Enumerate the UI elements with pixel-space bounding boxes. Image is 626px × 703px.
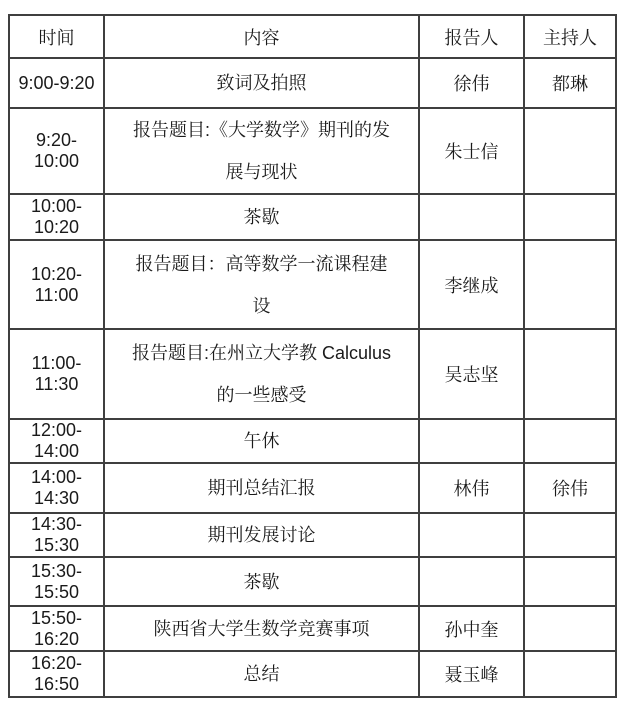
content-cell	[104, 651, 419, 697]
header-row	[9, 15, 616, 58]
content-line: 午休	[243, 431, 280, 451]
content-line: 报告题目:《大学数学》期刊的发	[133, 120, 390, 140]
host-cell	[524, 240, 616, 329]
table-row	[9, 513, 616, 557]
content-line: 设	[252, 295, 271, 316]
speaker-cell: 李继成	[419, 240, 524, 329]
table-row	[9, 194, 616, 240]
content-cell	[104, 513, 419, 557]
table-row	[9, 557, 616, 606]
content-line: 总结	[243, 664, 280, 684]
column-header-speaker: 报告人	[419, 15, 524, 58]
time-cell: 12:00-14:00	[9, 419, 104, 463]
column-header-time: 时间	[9, 15, 104, 58]
time-cell: 15:30-15:50	[9, 557, 104, 606]
host-cell	[524, 513, 616, 557]
table-row	[9, 463, 616, 513]
speaker-cell: 林伟	[419, 463, 524, 513]
content-line: 陕西省大学生数学竞赛事项	[153, 618, 370, 639]
speaker-cell: 朱士信	[419, 108, 524, 194]
content-cell	[104, 58, 419, 108]
time-cell: 9:00-9:20	[9, 58, 104, 108]
table-row	[9, 329, 616, 419]
content-line: 报告题目:在州立大学教 Calculus	[131, 343, 392, 363]
time-cell: 14:30-15:30	[9, 513, 104, 557]
time-cell: 15:50-16:20	[9, 606, 104, 651]
host-cell: 都琳	[524, 58, 616, 108]
content-line: 期刊发展讨论	[207, 525, 316, 545]
time-cell: 10:20-11:00	[9, 240, 104, 329]
schedule-table	[8, 14, 617, 698]
content-line: 的一些感受	[216, 385, 307, 405]
table-row	[9, 240, 616, 329]
content-cell	[104, 194, 419, 240]
content-line: 致词及拍照	[216, 73, 307, 93]
host-cell	[524, 108, 616, 194]
column-header-content: 内容	[104, 15, 419, 58]
table-row	[9, 651, 616, 697]
speaker-cell	[419, 194, 524, 240]
speaker-cell: 孙中奎	[419, 606, 524, 651]
time-cell: 9:20-10:00	[9, 108, 104, 194]
speaker-cell: 徐伟	[419, 58, 524, 108]
time-cell: 16:20-16:50	[9, 651, 104, 697]
content-line: 期刊总结汇报	[207, 478, 316, 498]
content-line: 报告题目：高等数学一流课程建	[135, 253, 388, 274]
host-cell	[524, 329, 616, 419]
table-row	[9, 58, 616, 108]
table-row	[9, 419, 616, 463]
host-cell	[524, 606, 616, 651]
host-cell	[524, 557, 616, 606]
time-cell: 10:00-10:20	[9, 194, 104, 240]
speaker-cell: 聂玉峰	[419, 651, 524, 697]
host-cell: 徐伟	[524, 463, 616, 513]
speaker-cell	[419, 513, 524, 557]
content-line: 茶歇	[243, 571, 280, 592]
content-line: 展与现状	[225, 162, 298, 182]
content-cell	[104, 557, 419, 606]
content-cell	[104, 606, 419, 651]
host-cell	[524, 651, 616, 697]
time-cell: 14:00-14:30	[9, 463, 104, 513]
column-header-host: 主持人	[524, 15, 616, 58]
table-row	[9, 108, 616, 194]
host-cell	[524, 419, 616, 463]
host-cell	[524, 194, 616, 240]
speaker-cell: 吴志坚	[419, 329, 524, 419]
content-cell	[104, 329, 419, 419]
content-line: 茶歇	[243, 207, 280, 227]
content-cell	[104, 108, 419, 194]
content-cell	[104, 240, 419, 329]
content-cell	[104, 419, 419, 463]
table-row	[9, 606, 616, 651]
content-cell	[104, 463, 419, 513]
speaker-cell	[419, 419, 524, 463]
time-cell: 11:00-11:30	[9, 329, 104, 419]
speaker-cell	[419, 557, 524, 606]
